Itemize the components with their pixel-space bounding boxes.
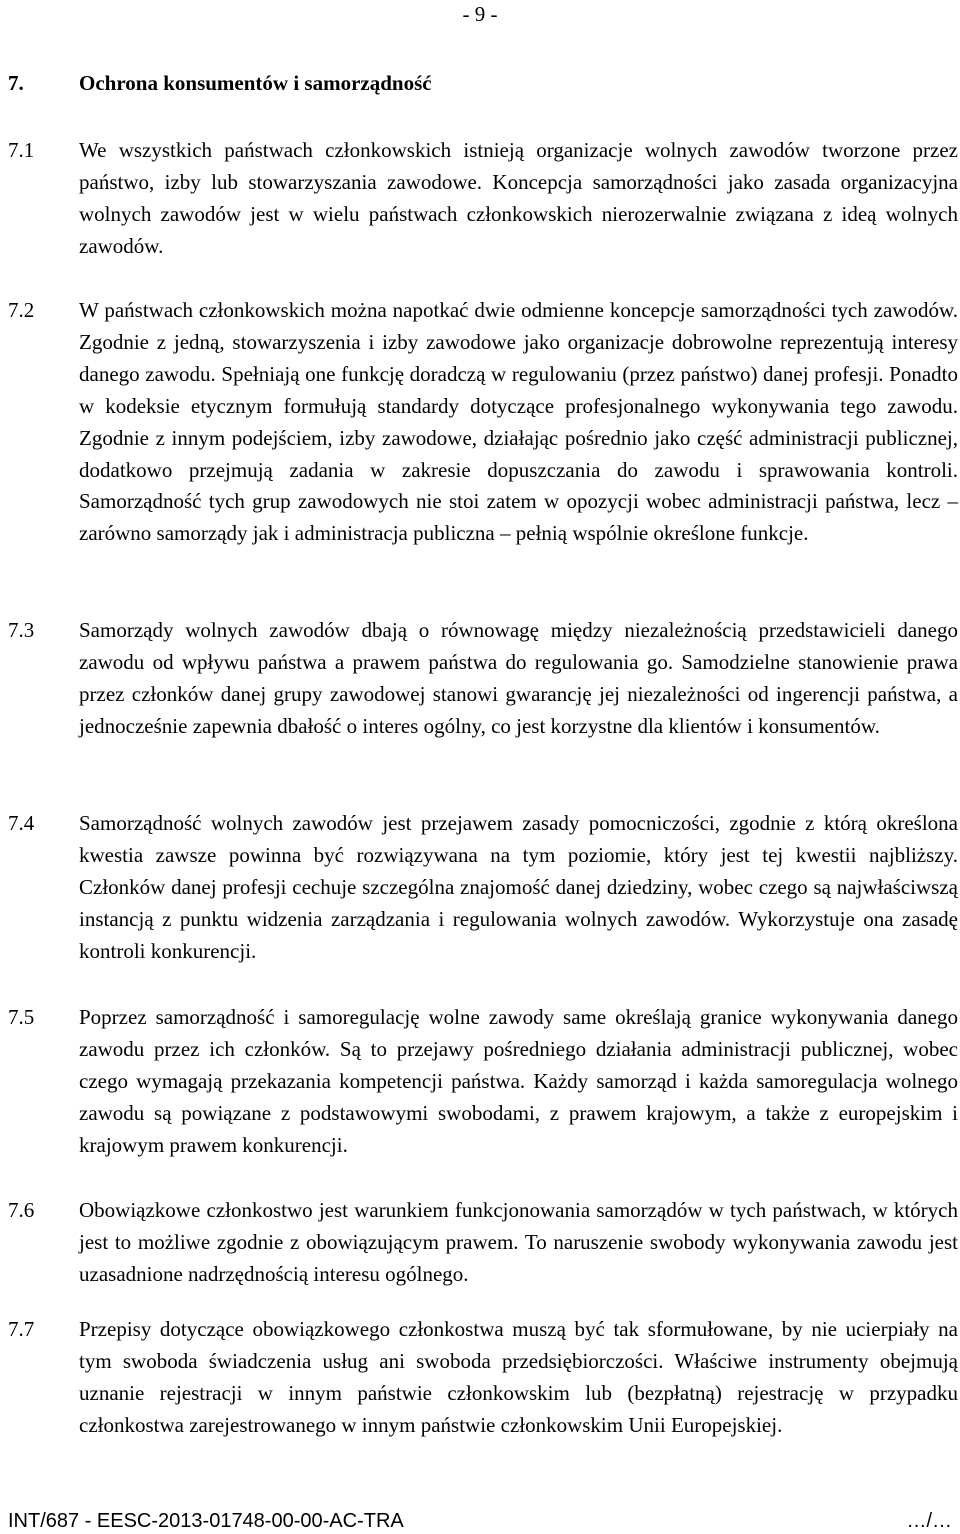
section-title: Ochrona konsumentów i samorządność [79,71,432,95]
page-footer [8,1508,952,1534]
paragraph-7-7 [8,1314,958,1442]
paragraph-text: Poprzez samorządność i samoregulację wolne zawody same określają granice wykonywania danego zawodu przez ich członków. Są to przejawy pośredniego działania administracji publicznej, wobec czego wymagają przekazania kompetencji państwa. Każdy samorząd i każda samoregulacja wolnego zawodu są powiązane z podstawowymi swobodami, z prawem krajowym, a także z europejskim i krajowym prawem konkurencji. [79,1005,958,1157]
paragraph-text: Przepisy dotyczące obowiązkowego członkostwa muszą być tak sformułowane, by nie ucierpiały na tym swoboda świadczenia usług ani swoboda przedsiębiorczości. Właściwe instrumenty obejmują uznanie rejestracji w innym państwie członkowskim lub (bezpłatną) rejestrację w przypadku członkostwa zarejestrowanego w innym państwie członkowskim Unii Europejskiej. [79,1317,958,1437]
page-number: - 9 - [462,2,498,26]
paragraph-7-2 [8,295,958,550]
section-heading [8,70,432,96]
paragraph-text: Obowiązkowe członkostwo jest warunkiem funkcjonowania samorządów w tych państwach, w których jest to możliwe zgodnie z obowiązującym prawem. To naruszenie swobody wykonywania zawodu jest uzasadnione nadrzędnością interesu ogólnego. [79,1198,958,1286]
paragraph-text: Samorządy wolnych zawodów dbają o równowagę między niezależnością przedstawicieli danego zawodu od wpływu państwa a prawem państwa do regulowania go. Samodzielne stanowienie prawa przez członków danej grupy zawodowej stanowi gwarancję jej niezależności od ingerencji państwa, a jednocześnie zapewnia dbałość o interes ogólny, co jest korzystne dla klientów i konsumentów. [79,618,958,738]
paragraph-7-3 [8,615,958,743]
paragraph-7-5 [8,1002,958,1162]
paragraph-7-1 [8,135,958,263]
paragraph-7-4 [8,808,958,968]
continuation-mark: …/… [906,1510,952,1532]
paragraph-number: 7.4 [8,811,35,835]
paragraph-number: 7.5 [8,1005,35,1029]
paragraph-number: 7.3 [8,618,35,642]
section-number: 7. [8,71,24,95]
document-reference: INT/687 - EESC-2013-01748-00-00-AC-TRA [8,1510,404,1532]
paragraph-text: W państwach członkowskich można napotkać dwie odmienne koncepcje samorządności tych zawodów. Zgodnie z jedną, stowarzyszenia i izby zawodowe jako organizacje dobrowolne reprezentują interesy danego zawodu. Spełniają one funkcję doradczą w regulowaniu (przez państwo) danej profesji. Ponadto w kodeksie etycznym formułują standardy dotyczące profesjonalnego wykonywania tego zawodu. Zgodnie z innym podejściem, izby zawodowe, działając pośrednio jako część administracji publicznej, dodatkowo przejmują zadania w zakresie dopuszczania do zawodu i sprawowania kontroli. Samorządność tych grup zawodowych nie stoi zatem w opozycji wobec administracji państwa, lecz – zarówno samorządy jak i administracja publiczna – pełnią wspólnie określone funkcje. [79,298,958,546]
paragraph-text: We wszystkich państwach członkowskich istnieją organizacje wolnych zawodów tworzone przez państwo, izby lub stowarzyszania zawodowe. Koncepcja samorządności jako zasada organizacyjna wolnych zawodów jest w wielu państwach członkowskich nierozerwalnie związana z ideą wolnych zawodów. [79,138,958,258]
paragraph-number: 7.1 [8,138,35,162]
paragraph-text: Samorządność wolnych zawodów jest przejawem zasady pomocniczości, zgodnie z którą określona kwestia zawsze powinna być rozwiązywana na tym poziomie, który jest tej kwestii najbliższy. Członków danej profesji cechuje szczególna znajomość danej dziedziny, wobec czego są najwłaściwszą instancją z punktu widzenia zarządzania i regulowania wolnych zawodów. Wykorzystuje ona zasadę kontroli konkurencji. [79,811,958,963]
paragraph-number: 7.7 [8,1317,35,1341]
paragraph-number: 7.6 [8,1198,35,1222]
paragraph-number: 7.2 [8,298,35,322]
paragraph-7-6 [8,1195,958,1291]
